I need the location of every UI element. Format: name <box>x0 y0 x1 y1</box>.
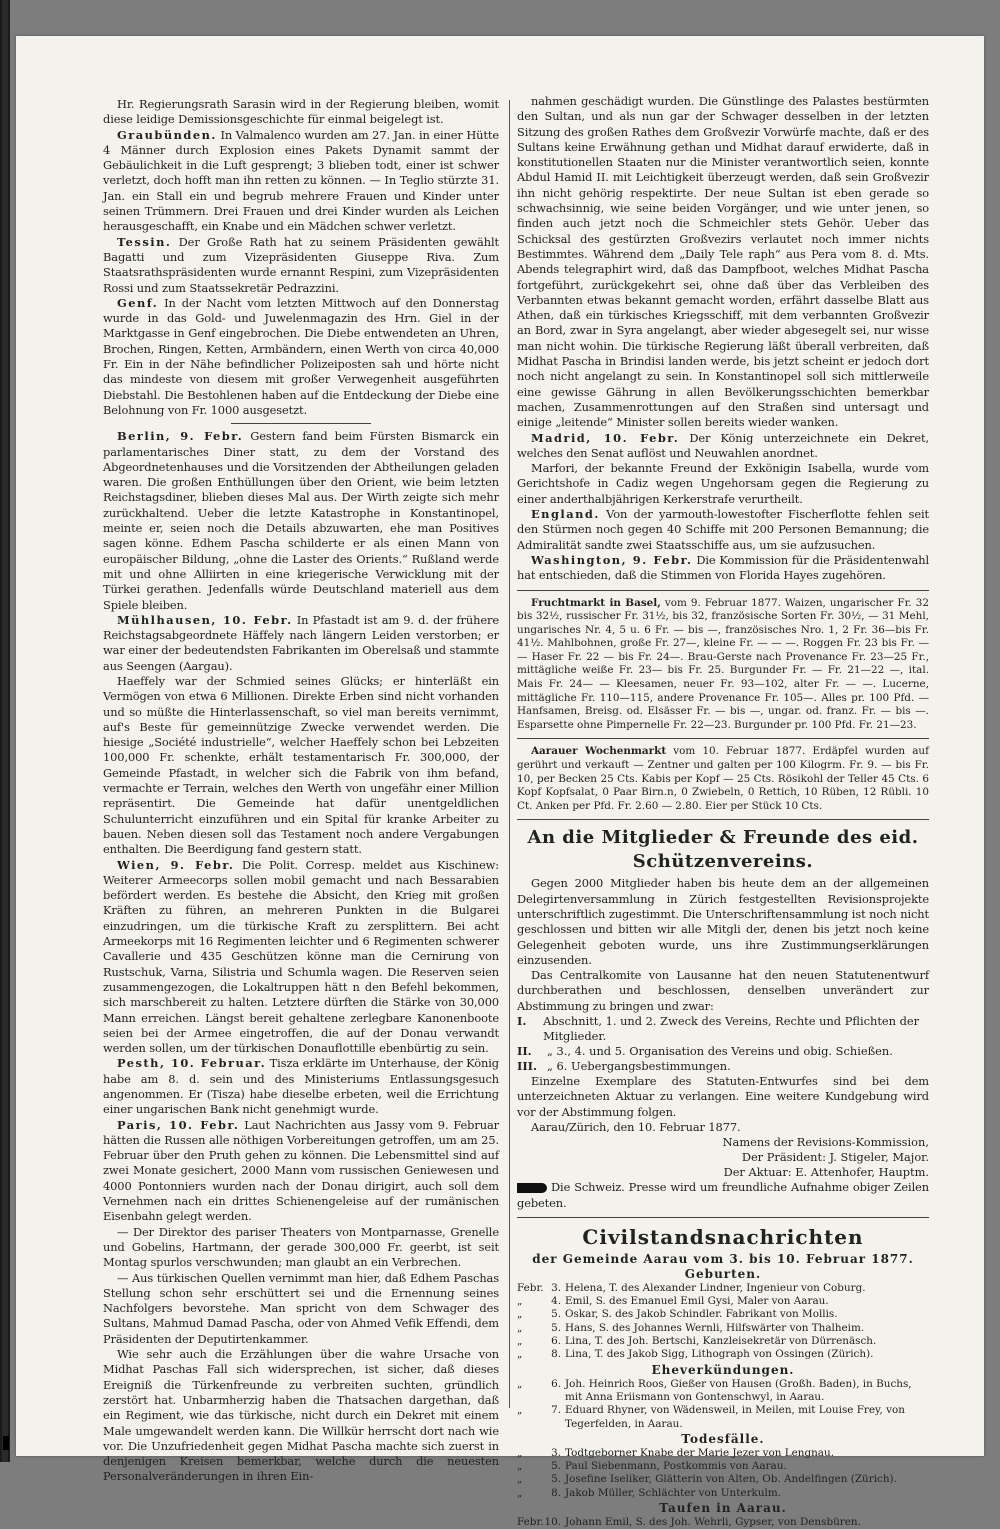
agenda-item <box>517 1059 929 1074</box>
paragraph-text: Laut Nachrichten aus Jassy vom 9. Februar hätten die Russen alle nöthigen Vorbereitungen getroffen, um am 25. Februar über den Pruth gehen zu können. Die Lebensmittel sind auf zwei Monate gesichert, 2000 Mann vom russischen Geniewesen und 4000 Pontonniers wurden nach der Donau dirigirt, auch soll dem Vernehmen nach ein drittes Schienengeleise auf der rumänischen Eisenbahn gelegt werden. <box>103 1117 499 1224</box>
entry-day: 6. <box>551 1335 561 1348</box>
news-paragraph <box>103 1056 499 1117</box>
paragraph-text: Der Große Rath hat zu seinem Präsidenten gewählt Bagatti und zum Vizepräsidenten Giuseppe Riva. Zum Staatsrathspräsidenten wurde ernannt Respini, zum Vizepräsidenten Rossi und zum Staatssekretär Pedrazzini. <box>103 234 499 295</box>
registry-entry <box>517 1460 929 1473</box>
paragraph-text: Von der yarmouth-lowestofter Fischerflotte fehlen seit den Stürmen noch gegen 40 Schiffe mit 200 Personen Bemannung; die Admiralität sandte zwei Staatsschiffe aus, um sie aufzusuchen. <box>517 507 929 552</box>
entry-month: „ <box>517 1295 523 1308</box>
entry-text: Oskar, S. des Jakob Schindler. Fabrikant von Mollis. <box>565 1308 838 1321</box>
entry-month: „ <box>517 1460 523 1473</box>
dateline: England. <box>531 507 600 522</box>
paragraph-text: In der Nacht vom letzten Mittwoch auf den Donnerstag wurde in das Gold- und Juwelenmagazin des Hrn. Giel in der Marktgasse in Genf eingebrochen. Die Diebe entwendeten an Uhren, Brochen, Ringen, Ketten, Armbändern, einen Werth von circa 40,000 Fr. Ein in der Nähe befindlicher Polizeiposten sah und hörte nicht das mindeste von diesem mit großer Verwegenheit ausgeführten Diebstahl. Die Bestohlenen haben auf die Entdeckung der Diebe eine Belohnung von Fr. 1000 ausgesetzt. <box>103 295 499 417</box>
announcement-paragraph: Gegen 2000 Mitglieder haben bis heute dem an der allgemeinen Delegirtenversammlung in Zürich festgestellten Revisionsprojekte unterschriftlich zugestimmt. Die Unterschriftensammlung ist noch nicht geschlossen und bitten wir alle Mitgli der, denen bis jetzt noch keine Gelegenheit geboten wurde, uns ihre Zustimmungserklärungen einzusenden. <box>517 876 929 967</box>
scrollbar-thumb[interactable] <box>3 1436 9 1450</box>
baptisms-list <box>517 1516 929 1529</box>
press-note <box>517 1180 929 1211</box>
agenda-number: II. <box>517 1044 532 1059</box>
news-paragraph <box>103 128 499 235</box>
separator-line <box>517 590 929 591</box>
births-heading: Geburten. <box>684 1266 762 1281</box>
dateline: Pesth, 10. Februar. <box>117 1056 267 1071</box>
wochenmarkt-text: vom 10. Februar 1877. Erdäpfel wurden auf gerührt und verkauft — Zentner und galten per 100 Kilogrm. Fr. 9. — bis Fr. 10, per Becken 25 Cts. Kabis per Kopf — 25 Cts. Rösikohl der Teller 45 Cts. 6 Kopf Kopfsalat, 0 Paar Birn.n, 0 Zwiebeln, 0 Rettich, 10 Rüben, 12 Rübli. 10 Ct. Anken per Pfd. Fr. 2.60 — 2.80. Eier per Stück 10 Cts. <box>517 745 929 812</box>
registry-entry <box>517 1473 929 1486</box>
registry-entry <box>517 1295 929 1308</box>
entry-month: „ <box>517 1348 523 1361</box>
news-paragraph <box>103 1225 499 1271</box>
news-paragraph <box>517 507 929 553</box>
news-paragraph <box>103 235 499 296</box>
paragraph-text: Gestern fand beim Fürsten Bismarck ein parlamentarisches Diner statt, zu dem der Vorstand des Abgeordnetenhauses und die Vorsitzenden der Abtheilungen geladen waren. Die großen Enthüllungen über den Orient, wie beim letzten Reichstagsdiner, blieben dieses Mal aus. Der Wirth zeigte sich mehr zurückhaltend. Ueber die letzte Katastrophe in Konstantinopel, meinte er, seien noch die Details abzuwarten, ehe man Positives sagen könne. Edhem Pascha schilderte er als einen Mann von europäischer Bildung, „ohne die Laster des Orients.“ Rußland werde mit und ohne Alliirten in eine kriegerische Verwicklung mit der Türkei gerathen. Jedenfalls würde Deutschland materiell aus dem Spiele bleiben. <box>103 429 499 612</box>
agenda-item <box>517 1014 929 1044</box>
entry-text: Todtgeborner Knabe der Marie Jezer von Lengnau. <box>565 1446 834 1459</box>
paragraph-text: nahmen geschädigt wurden. Die Günstlinge des Palastes bestürmten den Sultan, und als nun gar der Schwager desselben in der letzten Sitzung des großen Rathes dem Großvezir Vorwürfe machte, daß er des Sultans keine Erwähnung gethan und Midhat darauf erwiderte, daß in konstitutionellen Staaten nur die Minister verantwortlich seien, konnte Abdul Hamid II. mit Leichtigkeit überzeugt werden, daß sein Großvezir ihn nicht gehörig respektirte. Der neue Sultan ist eben gerade so schwachsinnig, wie seine beiden Vorgänger, und wie unter jenen, so finden auch jetzt noch die Schmeichler stets Gehör. Ueber das Schicksal des gestürzten Großvezirs verlautet noch immer nichts Bestimmtes. Während dem „Daily Tele raph“ aus Pera vom 8. d. Mts. Abends telegraphirt wird, daß das Dampfboot, welches Midhat Pascha fortgeführt, zurückgekehrt sei, ohne daß über das Verbleiben des Verbannten etwas bekannt gemacht worden, erfährt dasselbe Blatt aus Athen, daß ein türkisches Kriegsschiff, mit dem verbannten Großvezir an Bord, zwar in Syra angelangt, aber wieder abgesegelt sei, nur wisse man nicht wohin. Die türkische Regierung läßt überall verbreiten, daß Midhat Pascha in Brindisi landen werde, bis jetzt scheint er jedoch dort noch nicht angelangt zu sein. In Konstantinopel soll sich mittlerweile eine gewisse Gährung in allen Bevölkerungsschichten bemerkbar machen, Zusammenrottungen auf den Straßen sind untersagt und einige „leitende“ Minister sollen bereits wieder wanken. <box>517 94 929 430</box>
announcement-paragraph: Das Centralkomite von Lausanne hat den neuen Statutenentwurf durchberathen und beschlossen, denselben unverändert zur Abstimmung zu bringen und zwar: <box>517 968 929 1013</box>
civil-subtitle: der Gemeinde Aarau vom 3. bis 10. Februar 1877. <box>532 1251 914 1266</box>
agenda-number: III. <box>517 1059 537 1074</box>
entry-text: Eduard Rhyner, von Wädensweil, in Meilen, mit Louise Frey, von Tegerfelden, in Aarau. <box>565 1404 905 1430</box>
column-divider <box>509 100 510 1408</box>
deaths-heading: Todesfälle. <box>681 1431 765 1446</box>
press-note-text: Die Schweiz. Presse wird um freundliche Aufnahme obiger Zeilen gebeten. <box>517 1180 929 1210</box>
registry-entry <box>517 1487 929 1500</box>
news-paragraph <box>517 431 929 462</box>
entry-text: Lina, T. des Joh. Bertschi, Kanzleisekretär von Dürrenäsch. <box>565 1335 877 1348</box>
entry-day: 4. <box>551 1295 561 1308</box>
entry-month: „ <box>517 1335 523 1348</box>
agenda-text: „ 3., 4. und 5. Organisation des Vereins und obig. Schießen. <box>547 1044 893 1059</box>
agenda-text: „ 6. Uebergangsbestimmungen. <box>547 1059 731 1074</box>
news-paragraph <box>103 296 499 418</box>
fruchtmarkt-text: vom 9. Februar 1877. Waizen, ungarischer Fr. 32 bis 32½, russischer Fr. 31½, bis 32, französische Sorten Fr. 30½, — 31 Mehl, ungarisches Nr. 4, 5 u. 6 Fr. — bis —, französisches Nro. 1, 2 Fr. 36—bis Fr. 41½. Mahlbohnen, große Fr. 27—, kleine Fr. — — —. Roggen Fr. 23 bis Fr. — — Haser Fr. 22 — bis Fr. 24—. Brau-Gerste nach Provenance Fr. 23—25 Fr., mittägliche weiße Fr. 23— bis Fr. 25. Burgunder Fr. — Fr. 21—22 —, ital. Mais Fr. 24— — Kleesamen, neuer Fr. 93—102, alter Fr. — —. Lucerne, mittägliche Fr. 110—115, andere Provenance Fr. 105—. Alles pr. 100 Pfd. — Hanfsamen, Breisg. od. Elsässer Fr. — bis —, ungar. od. franz. Fr. — bis —. Esparsette ohne Pimpernelle Fr. 22—23. Burgunder pr. 100 Pfd. Fr. 21—23. <box>517 596 929 731</box>
entry-text: Helena, T. des Alexander Lindner, Ingenieur von Coburg. <box>565 1281 866 1294</box>
signature-aktuar: Der Aktuar: E. Attenhofer, Hauptm. <box>723 1165 929 1180</box>
schuetzen-announcement <box>517 826 929 1210</box>
newspaper-page <box>16 36 984 1529</box>
paragraph-text: Hr. Regierungsrath Sarasin wird in der Regierung bleiben, womit diese leidige Demissionsgeschichte für einmal beigelegt ist. <box>103 97 499 127</box>
entry-text: Jakob Müller, Schlächter von Unterkulm. <box>565 1486 782 1499</box>
wochenmarkt-report <box>517 745 929 813</box>
news-paragraph <box>103 429 499 613</box>
entry-text: Joh. Heinrich Roos, Gießer von Hausen (Großh. Baden), in Buchs, mit Anna Eriismann von Gontenschwyl, in Aarau. <box>565 1377 912 1403</box>
signature-president: Der Präsident: J. Stigeler, Major. <box>741 1150 929 1165</box>
separator-line <box>517 738 929 739</box>
registry-entry <box>517 1348 929 1361</box>
entry-day: 3. <box>551 1281 561 1294</box>
right-column <box>517 94 929 1529</box>
separator-line <box>231 423 371 424</box>
entry-text: Hans, S. des Johannes Wernli, Hilfswärter von Thalheim. <box>565 1321 865 1334</box>
paragraph-text: Wie sehr auch die Erzählungen über die wahre Ursache von Midhat Paschas Fall sich widersprechen, ist sicher, daß dieses Ereigniß die Türkenfreunde zu verbreiten suchten, gründlich zerstört hat. Unbarmherzig haben die Thatsachen dargethan, daß ein Regiment, wie das türkische, nicht durch ein Dekret mit einem Male umgewandelt werden kann. Die Willkür herrscht dort nach wie vor. Die Unzufriedenheit gegen Midhat Pascha machte sich zuerst in denjenigen Kreisen bemerkbar, welche durch die neuesten Personalveränderungen in ihren Ein- <box>103 1347 499 1484</box>
announcement-title: An die Mitglieder & Freunde des eid. Schützenvereins. <box>527 827 919 873</box>
entry-day: 3. <box>551 1446 561 1459</box>
entry-month: „ <box>517 1308 523 1321</box>
entry-text: Lina, T. des Jakob Sigg, Lithograph von Ossingen (Zürich). <box>565 1348 874 1361</box>
news-paragraph <box>517 94 929 431</box>
paragraph-text: Die Kommission für die Präsidentenwahl hat entschieden, daß die Stimmen von Florida Hayes zugehören. <box>517 552 930 583</box>
civil-title: Civilstandsnachrichten <box>582 1224 864 1249</box>
news-paragraph <box>103 613 499 674</box>
paragraph-text: Der König unterzeichnete ein Dekret, welches den Senat auflöst und Neuwahlen anordnet. <box>517 430 929 460</box>
entry-day: 8. <box>551 1348 561 1361</box>
news-paragraph <box>103 858 499 1057</box>
paragraph-text: — Aus türkischen Quellen vernimmt man hier, daß Edhem Paschas Stellung schon sehr erschüttert sei und die Ernennung seines Nachfolgers bevorstehe. Man spricht von dem Schwager des Sultans, Mahmud Damad Pascha, oder von Ahmed Vefik Effendi, dem Präsidenten der Deputirtenkammer. <box>103 1270 499 1346</box>
signature-line: Namens der Revisions-Kommission, <box>722 1135 929 1150</box>
entry-text: Emil, S. des Emanuel Emil Gysi, Maler von Aarau. <box>565 1295 829 1308</box>
paragraph-text: — Der Direktor des pariser Theaters von Montparnasse, Grenelle und Gobelins, Hartmann, der gerade 300,000 Fr. geerbt, ist seit Montag spurlos verschwunden; man glaubt an ein Verbrechen. <box>103 1224 499 1270</box>
baptisms-heading: Taufen in Aarau. <box>659 1501 787 1516</box>
entry-day: 8. <box>551 1486 561 1499</box>
registry-entry <box>517 1516 929 1529</box>
news-paragraph <box>103 674 499 858</box>
deaths-list <box>517 1447 929 1500</box>
paragraph-text: In Valmalenco wurden am 27. Jan. in einer Hütte 4 Männer durch Explosion eines Pakets Dynamit sammt der Gebäulichkeit in die Luft gesprengt; 3 blieben todt, einer ist schwer verletzt, doch hofft man ihn retten zu können. — In Teglio stürzte 31. Jan. ein Stall ein und begrub mehrere Frauen und Kinder unter seinen Trümmern. Drei Frauen und drei Kinder wurden als Leichen herausgeschafft, ein Knabe und ein Mädchen schwer verletzt. <box>103 127 499 234</box>
right-news-block <box>517 94 929 584</box>
separator-line <box>517 819 929 820</box>
entry-day: 6. <box>551 1377 561 1390</box>
marriages-heading: Eheverkündungen. <box>651 1362 795 1377</box>
entry-text: Johann Emil, S. des Joh. Wehrli, Gypser, von Densbüren. <box>565 1516 861 1529</box>
entry-text: Paul Siebenmann, Postkommis von Aarau. <box>565 1460 787 1473</box>
dateline: Graubünden. <box>117 127 217 142</box>
agenda-number: I. <box>517 1014 527 1029</box>
registry-entry <box>517 1335 929 1348</box>
births-list <box>517 1282 929 1362</box>
marriages-list <box>517 1378 929 1431</box>
paragraph-text: Marfori, der bekannte Freund der Exkönigin Isabella, wurde vom Gerichtshofe in Cadiz wegen Ungehorsam gegen die Regierung zu einer anderthalbjährigen Kerkerstrafe verurtheilt. <box>517 461 929 506</box>
entry-month: „ <box>517 1321 523 1334</box>
left-column <box>103 97 499 1485</box>
dateline: Berlin, 9. Febr. <box>117 429 244 444</box>
announcement-date: Aarau/Zürich, den 10. Februar 1877. <box>531 1119 741 1134</box>
separator-line <box>517 1217 929 1218</box>
registry-entry <box>517 1447 929 1460</box>
registry-entry <box>517 1404 929 1431</box>
entry-text: Josefine Iseliker, Glätterin von Alten, Ob. Andelfingen (Zürich). <box>565 1473 897 1486</box>
news-paragraph <box>103 97 499 128</box>
civil-registry <box>517 1224 929 1529</box>
entry-day: 5. <box>551 1308 561 1321</box>
news-paragraph <box>103 1271 499 1347</box>
entry-month: Febr. <box>517 1516 544 1529</box>
dateline: Washington, 9. Febr. <box>531 552 693 567</box>
agenda-list <box>517 1014 929 1074</box>
entry-month: „ <box>517 1473 523 1486</box>
entry-day: 10. <box>544 1516 561 1529</box>
registry-entry <box>517 1282 929 1295</box>
dateline: Madrid, 10. Febr. <box>531 430 680 445</box>
fruchtmarkt-report <box>517 597 929 733</box>
entry-month: „ <box>517 1486 523 1499</box>
entry-month: „ <box>517 1446 523 1459</box>
entry-month: „ <box>517 1404 523 1417</box>
news-paragraph <box>517 553 929 584</box>
paragraph-text: Die Polit. Corresp. meldet aus Kischinew: Weiterer Armeecorps sollen mobil gemacht und nach Bessarabien befördert werden. Es bestehe die Absicht, den Krieg mit großen Kräften zu führen, an mehreren Punkten in die Bulgarei einzudringen, um die türkische Kraft zu zersplittern. Bei acht Armeekorps mit 16 Regimenten leichter und 6 Regimenten schwerer Cavallerie und 435 Geschützen könne man die Cernirung von Rustschuk, Varna, Silistria und Schumla wagen. Die Reserven seien zusammengezogen, die Lokaltruppen hätt n den Befehl bekommen, sich marschbereit zu halten. Letztere dürften die Stärke von 30,000 Mann erreichen. Längst bereit gehaltene zerlegbare Kanonenboote seien bei der Armee eingetroffen, die auf der Donau verwandt werden sollen, um der türkischen Donauflottille ebenbürtig zu sein. <box>103 857 499 1056</box>
entry-month: Febr. <box>517 1281 544 1294</box>
agenda-text: Abschnitt, 1. und 2. Zweck des Vereins, Rechte und Pflichten der Mitglieder. <box>543 1014 920 1044</box>
news-paragraph <box>103 1118 499 1225</box>
entry-day: 5. <box>551 1321 561 1334</box>
entry-month: „ <box>517 1377 523 1390</box>
registry-entry <box>517 1378 929 1405</box>
registry-entry <box>517 1308 929 1321</box>
wochenmarkt-lead: Aarauer Wochenmarkt <box>531 745 667 758</box>
entry-day: 5. <box>551 1460 561 1473</box>
paragraph-text: In Pfastadt ist am 9. d. der frühere Reichstagsabgeordnete Häffely nach längern Leiden verstorben; er war einer der bedeutendsten Fabrikanten im Oberelsaß und stammte aus Seengen (Aargau). <box>103 612 499 673</box>
dateline: Paris, 10. Febr. <box>117 1117 240 1132</box>
paragraph-text: Tisza erklärte im Unterhause, der König habe am 8. d. sein und des Ministeriums Entlassungsgesuch angenommen. Er (Tisza) habe dieselbe erbeten, weil die Errichtung einer ungarischen Bank nicht genehmigt wurde. <box>103 1056 499 1117</box>
news-paragraph <box>103 1347 499 1485</box>
dateline: Tessin. <box>117 234 172 249</box>
fruchtmarkt-lead: Fruchtmarkt in Basel, <box>531 596 661 609</box>
entry-day: 5. <box>551 1473 561 1486</box>
dateline: Wien, 9. Febr. <box>117 857 235 872</box>
news-paragraph <box>517 461 929 507</box>
pointing-hand-icon <box>517 1183 547 1193</box>
scrollbar-track[interactable] <box>2 0 8 1462</box>
announcement-paragraph: Einzelne Exemplare des Statuten-Entwurfes sind bei dem unterzeichneten Aktuar zu verlangen. Eine weitere Kundgebung wird vor der Abstimmung folgen. <box>517 1074 929 1119</box>
agenda-item <box>517 1044 929 1059</box>
dateline: Mühlhausen, 10. Febr. <box>117 612 293 627</box>
registry-entry <box>517 1322 929 1335</box>
dateline: Genf. <box>117 295 159 310</box>
paragraph-text: Haeffely war der Schmied seines Glücks; er hinterläßt ein Vermögen von etwa 6 Millionen. Direkte Erben sind nicht vorhanden und so müßte die Hinterlassenschaft, so viel man bereits vernimmt, auf's Beste für gemeinnützige Zwecke verwendet werden. Die hiesige „Société industrielle“, welcher Haeffely schon bei Lebzeiten 100,000 Fr. schenkte, erhält testamentarisch Fr. 300,000, der Gemeinde Pfastadt, in welcher sich die Fabrik von ihm befand, vermachte er Terrain, welches den Werth von ungefähr einer Million repräsentirt. Die Gemeinde hat dafür unentgeldlichen Schulunterricht einzuführen und ein Spital für kranke Arbeiter zu bauen. Neben diesen soll das Testament noch andere Vergabungen enthalten. Die Beerdigung fand gestern statt. <box>103 673 499 857</box>
entry-day: 7. <box>551 1404 561 1417</box>
